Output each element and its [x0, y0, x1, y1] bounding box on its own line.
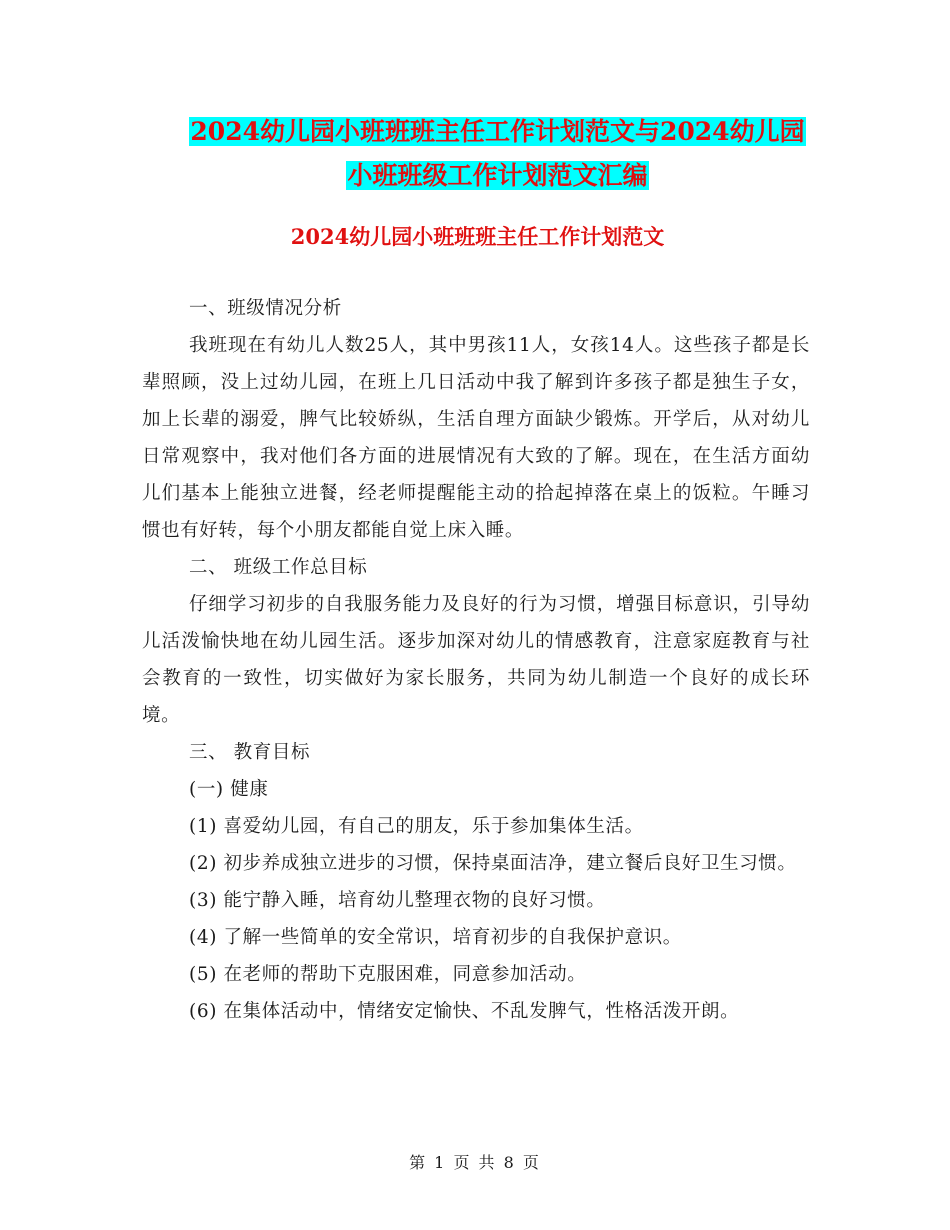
list-item: (3) 能宁静入睡，培育幼儿整理衣物的良好习惯。: [189, 890, 606, 911]
paragraph-class-analysis: 我班现在有幼儿人数25人，其中男孩11人，女孩14人。这些孩子都是长辈照顾，没上过幼儿园，在班上几日活动中我了解到许多孩子都是独生子女，加上长辈的溺爱，脾气比较娇纵，生活自理方面缺少锻炼。开学后，从对幼儿日常观察中，我对他们各方面的进展情况有大致的了解。现在，在生活方面幼儿们基本上能独立进餐，经老师提醒能主动的拾起掉落在桌上的饭粒。午睡习惯也有好转，每个小朋友都能自觉上床入睡。: [142, 335, 810, 541]
document-title: [150, 110, 845, 198]
list-item: (6) 在集体活动中，情绪安定愉快、不乱发脾气，性格活泼开朗。: [189, 1001, 740, 1022]
section-title: 2024幼儿园小班班班主任工作计划范文: [290, 224, 665, 249]
heading-class-analysis: 一、班级情况分析: [189, 298, 342, 319]
list-item: (5) 在老师的帮助下克服困难，同意参加活动。: [189, 964, 587, 985]
paragraph-overall-goal: 仔细学习初步的自我服务能力及良好的行为习惯，增强目标意识，引导幼儿活泼愉快地在幼儿园生活。逐步加深对幼儿的情感教育，注意家庭教育与社会教育的一致性，切实做好为家长服务，共同为幼儿制造一个良好的成长环境。: [142, 594, 810, 726]
subheading-health: (一) 健康: [189, 779, 269, 800]
title-line-2: 小班班级工作计划范文汇编: [347, 161, 648, 190]
list-item: (2) 初步养成独立进步的习惯，保持桌面洁净，建立餐后良好卫生习惯。: [189, 853, 797, 874]
heading-education-goals: 三、 教育目标: [189, 742, 311, 763]
list-item: (4) 了解一些简单的安全常识，培育初步的自我保护意识。: [189, 927, 682, 948]
heading-overall-goal: 二、 班级工作总目标: [189, 557, 368, 578]
list-item: (1) 喜爱幼儿园，有自己的朋友，乐于参加集体生活。: [189, 816, 644, 837]
document-body: [142, 290, 810, 1030]
title-line-1: 2024幼儿园小班班班主任工作计划范文与2024幼儿园: [190, 117, 805, 146]
page-footer: 第 1 页 共 8 页: [409, 1153, 541, 1172]
